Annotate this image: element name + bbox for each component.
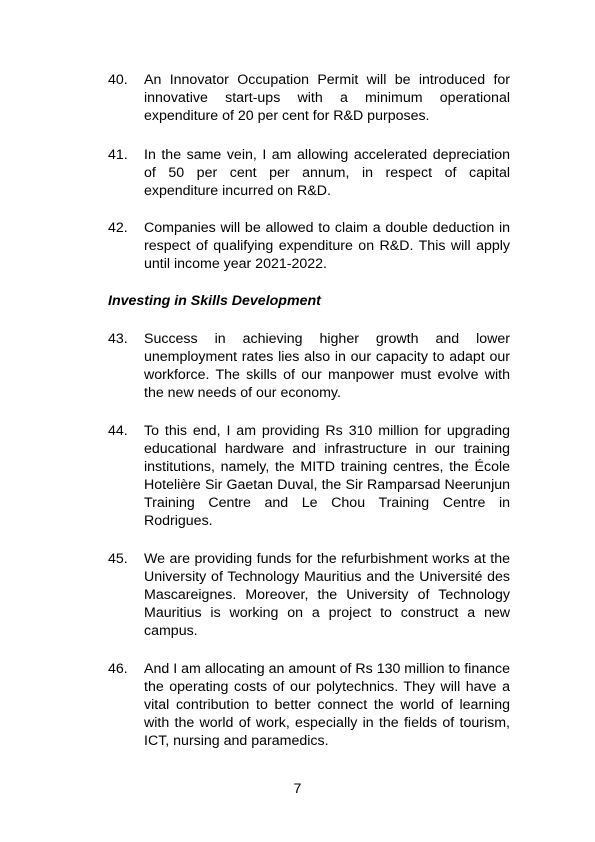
paragraph-number: 44. [108, 423, 128, 439]
paragraph-number: 43. [108, 331, 128, 347]
paragraph-46 [108, 660, 510, 750]
section-heading: Investing in Skills Development [108, 293, 321, 309]
page-number: 7 [293, 781, 302, 797]
paragraph-42 [108, 219, 510, 273]
paragraph-text: In the same vein, I am allowing accelerated depreciation of 50 per cent per annum, in respect of capital expenditure incurred on R&D. [144, 147, 510, 200]
paragraph-number: 42. [108, 220, 128, 236]
paragraph-43 [108, 330, 510, 402]
paragraph-number: 46. [108, 661, 128, 677]
paragraph-text: Success in achieving higher growth and lower unemployment rates lies also in our capacity to adapt our workforce. The skills of our manpower must evolve with the new needs of our economy. [144, 331, 510, 402]
paragraph-text: To this end, I am providing Rs 310 million for upgrading educational hardware and infrastructure in our training institutions, namely, the MITD training centres, the École Hotelière Sir Gaetan Duval, the Sir Ramparsad Neerunjun Training Centre and Le Chou Training Centre in Rodrigues. [144, 423, 510, 530]
paragraph-number: 41. [108, 147, 128, 163]
paragraph-text: Companies will be allowed to claim a double deduction in respect of qualifying expenditure on R&D. This will apply until income year 2021-2022. [144, 220, 510, 273]
paragraph-number: 40. [108, 72, 128, 88]
paragraph-41 [108, 146, 510, 200]
paragraph-text: We are providing funds for the refurbishment works at the University of Technology Mauritius and the Université des Mascareignes. Moreover, the University of Technology Mauritius is working on a project to construct a new campus. [144, 551, 510, 640]
paragraph-40 [108, 71, 510, 125]
paragraph-44 [108, 422, 510, 531]
paragraph-text: An Innovator Occupation Permit will be introduced for innovative start-ups with a minimum operational expenditure of 20 per cent for R&D purposes. [144, 72, 510, 125]
paragraph-number: 45. [108, 551, 128, 567]
paragraph-text: And I am allocating an amount of Rs 130 million to finance the operating costs of our polytechnics. They will have a vital contribution to better connect the world of learning with the world of work, especially in the fields of tourism, ICT, nursing and paramedics. [144, 661, 510, 750]
paragraph-45 [108, 550, 510, 640]
